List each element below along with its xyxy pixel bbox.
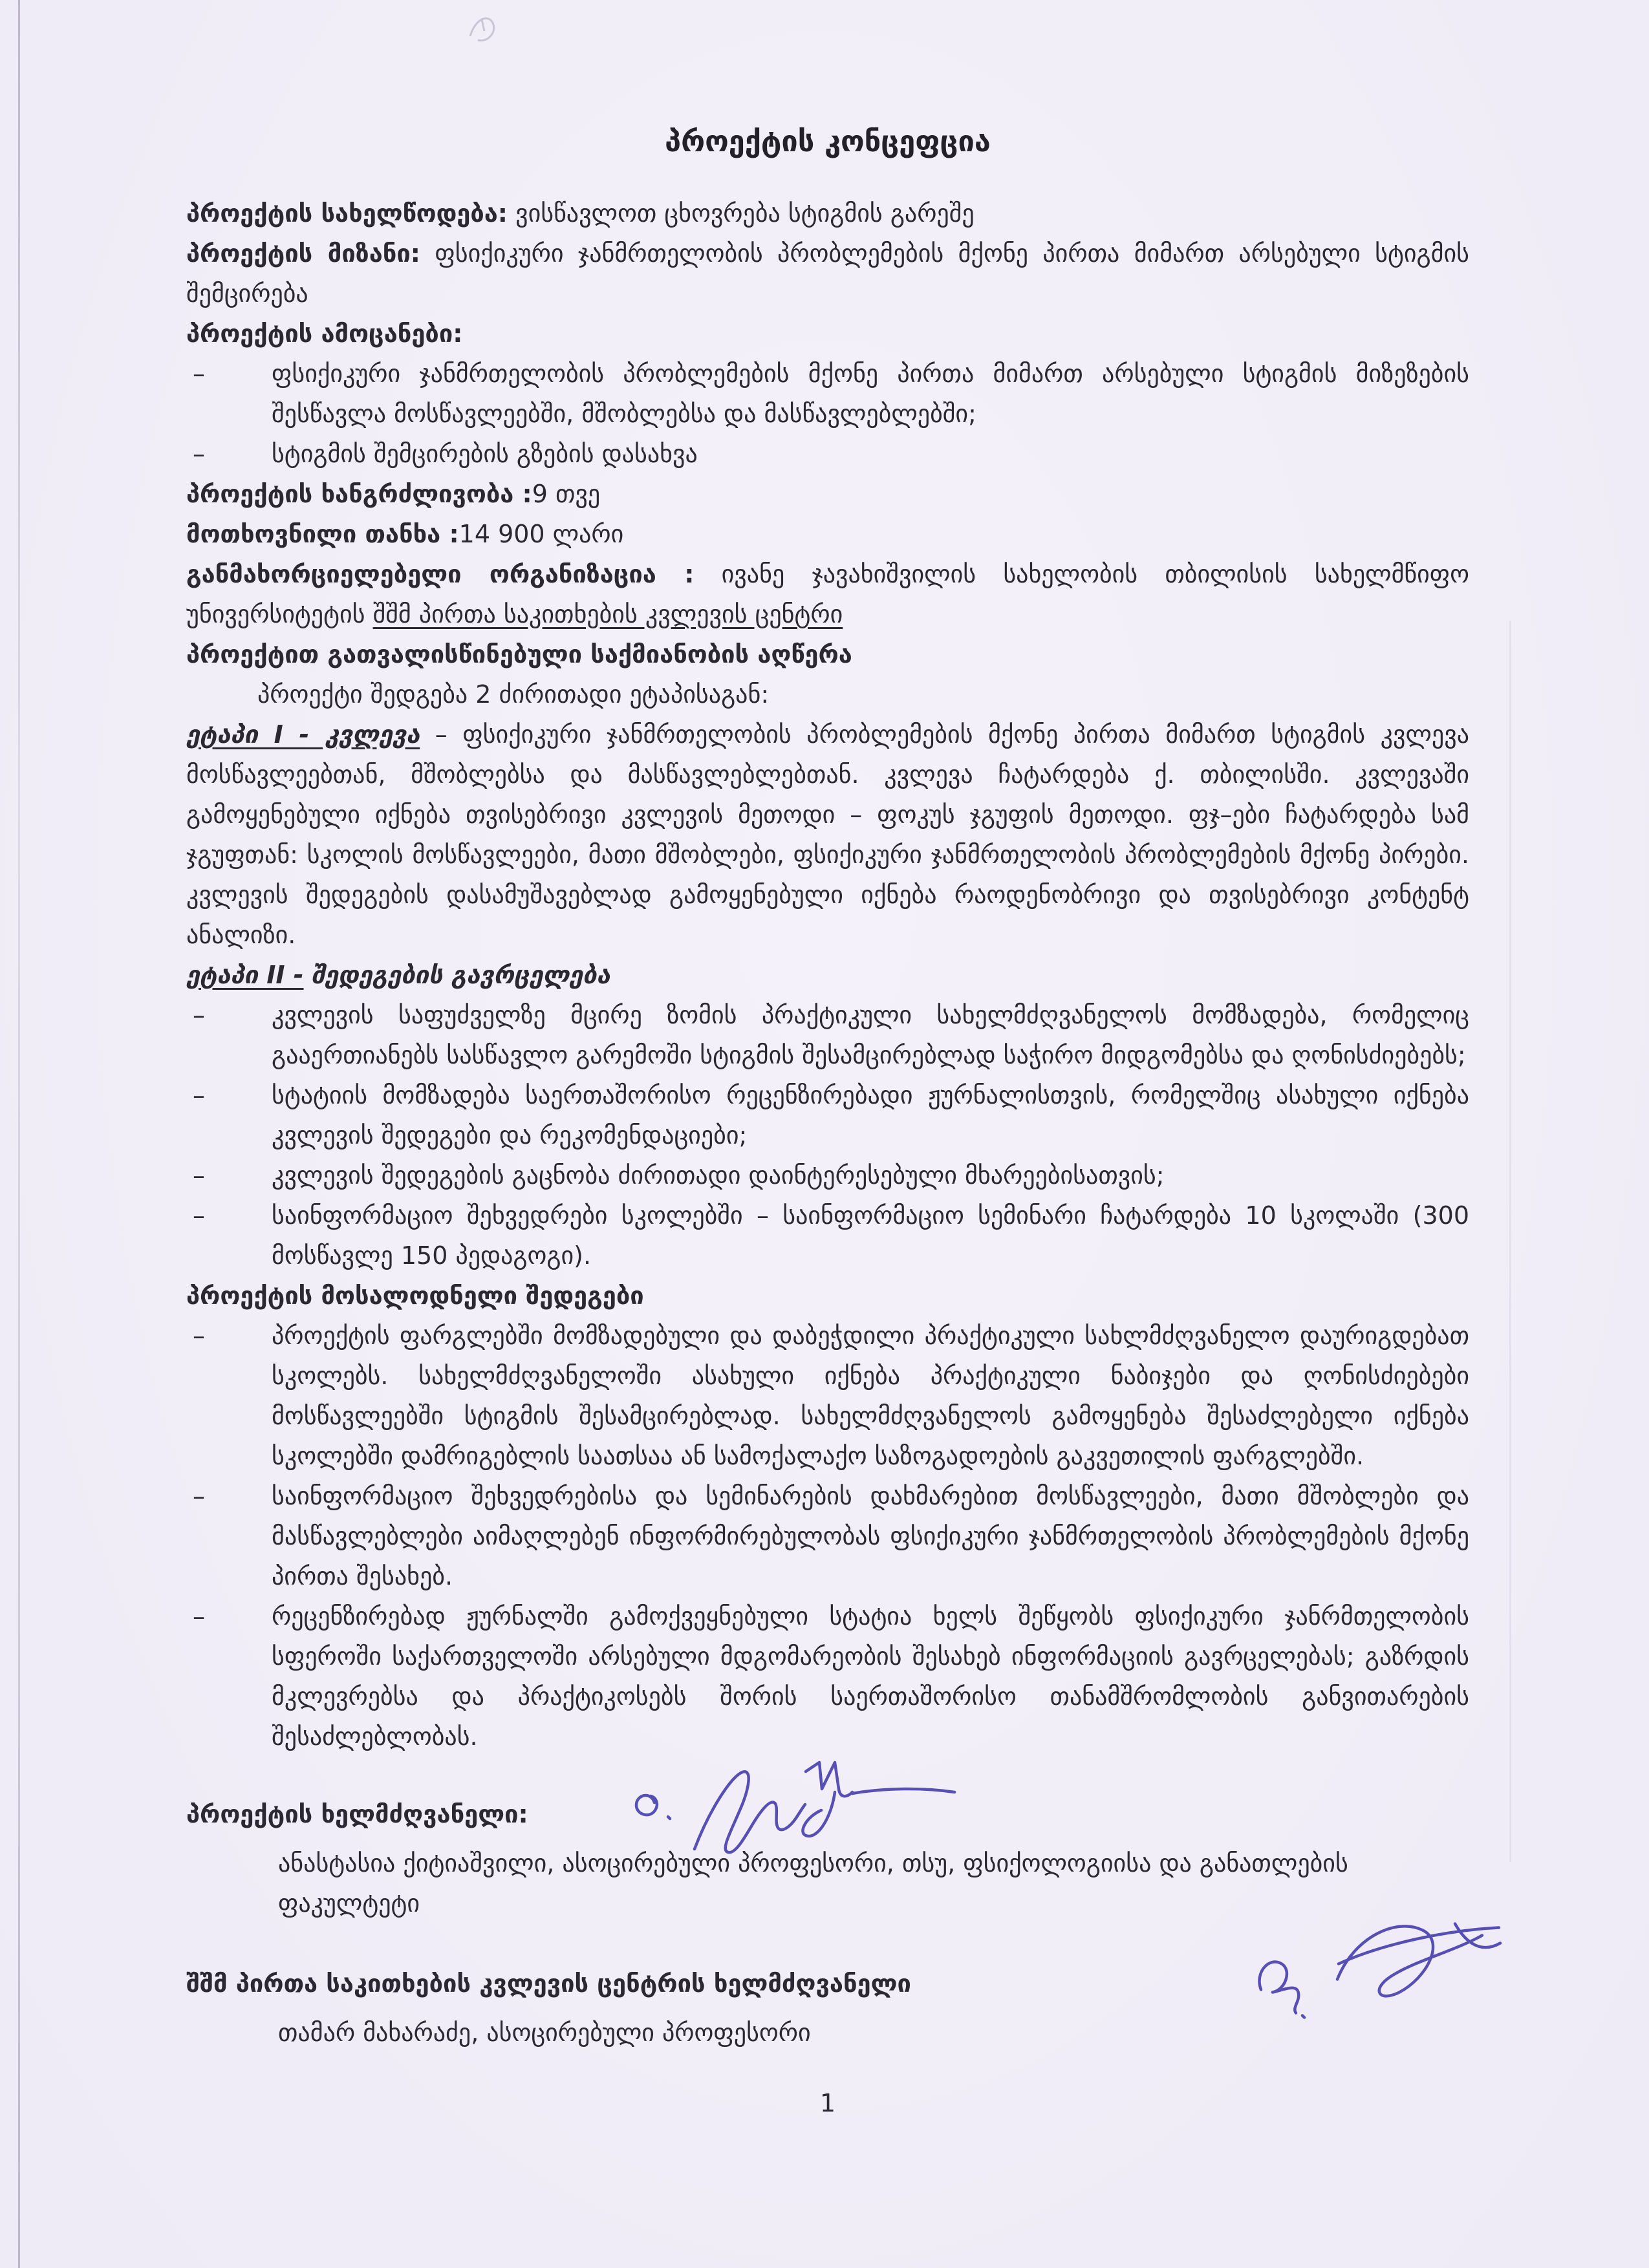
activity-heading: პროექტით გათვალისწინებული საქმიანობის აღწერა <box>186 640 852 669</box>
project-head-signature-row <box>186 1794 1469 1834</box>
stage2-label: ეტაპი II - <box>186 961 304 989</box>
page-title: პროექტის კონცეფცია <box>665 124 991 158</box>
organization-center-name: შშმ პირთა საკითხების კვლევის ცენტრი <box>372 600 843 628</box>
objective-text: სტიგმის შემცირების გზების დასახვა <box>272 440 698 468</box>
budget-label: მოთხოვნილი თანხა : <box>186 520 459 548</box>
objectives-heading: პროექტის ამოცანები: <box>186 319 463 348</box>
result-item-text: რეცენზირებად ჟურნალში გამოქვეყნებული სტატია ხელს შეწყობს ფსიქიკური ჯანრმთელობის სფეროში საქართველოში არსებული მდგომარეობის შესახებ ინფორმაციის გავრცელებას; გაზრდის მკლევრებსა და პრაქტიკოსებს შორის საერთაშორისო თანამშრომლობის განვითარების შესაძლებლობას. <box>272 1602 1469 1751</box>
project-name-label: პროექტის სახელწოდება: <box>186 199 508 228</box>
stage2-item-text: კვლევის შედეგების გაცნობა ძირითადი დაინტერესებული მხარეებისათვის; <box>272 1161 1165 1190</box>
center-head-signature-row <box>186 1963 1469 2004</box>
organization-value: ივანე ჯავახიშვილის სახელობის თბილისის სახელმწიფო უნივერსიტეტის <box>186 560 1469 628</box>
duration-label: პროექტის ხანგრძლივობა : <box>186 480 532 508</box>
result-item-text: პროექტის ფარგლებში მომზადებული და დაბეჭდილი პრაქტიკული სახლმძღვანელო დაურიგდებათ სკოლებს. სახელმძღვანელოში ასახული იქნება პრაქტიკული ნაბიჯები და ღონისძიებები მოსწავლეებში სტიგმის შესამცირებლად. სახელმძღვანელოს გამოყენება შესაძლებელი იქნება სკოლებში დამრიგებლის საათსაა ან სამოქალაქო საზოგადოების გაკვეთილის ფარგლებში. <box>272 1321 1469 1470</box>
project-goal-value: ფსიქიკური ჯანმრთელობის პრობლემების მქონე პირთა მიმართ არსებული სტიგმის შემცირება <box>186 239 1469 308</box>
budget-value: 14 900 ლარი <box>458 520 624 548</box>
dash-bullet: – <box>193 1482 205 1510</box>
field-project-name <box>186 193 1469 233</box>
dash-bullet: – <box>193 1001 205 1029</box>
stage2-item <box>186 1195 1469 1276</box>
organization-label: განმახორციელებელი ორგანიზაცია : <box>186 560 695 588</box>
stage2-heading <box>186 955 1469 995</box>
field-duration <box>186 474 1469 514</box>
field-budget <box>186 514 1469 554</box>
stage2-title: შედეგების გავრცელება <box>311 961 610 989</box>
dash-bullet: – <box>193 1602 205 1631</box>
stage2-item-text: კვლევის საფუძველზე მცირე ზომის პრაქტიკული სახელმძღვანელოს მომზადება, რომელიც გააერთიანებს სასწავლო გარემოში სტიგმის შესამცირებლად საჭირო მიდგომებსა და ღონისძიებებს; <box>272 1001 1469 1069</box>
field-project-goal <box>186 233 1469 314</box>
stages-intro: პროექტი შედგება 2 ძირითადი ეტაპისაგან: <box>257 680 770 709</box>
stage2-item <box>186 995 1469 1075</box>
dash-bullet: – <box>193 1161 205 1190</box>
project-goal-label: პროექტის მიზანი: <box>186 239 420 268</box>
result-item-text: საინფორმაციო შეხვედრებისა და სემინარების დახმარებით მოსწავლეები, მათი მშობლები და მასწავლებლები აიმაღლებენ ინფორმირებულობას ფსიქიკური ჯანმრთელობის პრობლემების მქონე პირთა შესახებ. <box>272 1482 1469 1590</box>
stage2-item <box>186 1155 1469 1195</box>
project-head-person: ანასტასია ქიტიაშვილი, ასოცირებული პროფესორი, თსუ, ფსიქოლოგიისა და განათლების ფაკულტეტი <box>278 1849 1348 1918</box>
result-item <box>186 1596 1469 1757</box>
project-head-label: პროექტის ხელმძღვანელი: <box>186 1800 528 1828</box>
stage2-item-text: სტატიის მომზადება საერთაშორისო რეცენზირებადი ჟურნალისთვის, რომელშიც ასახული იქნება კვლევის შედეგები და რეკომენდაციები; <box>272 1081 1469 1150</box>
results-heading: პროექტის მოსალოდნელი შედეგები <box>186 1281 644 1310</box>
stage2-item-text: საინფორმაციო შეხვედრები სკოლებში – საინფორმაციო სემინარი ჩატარდება 10 სკოლაში (300 მოსწავლე 150 პედაგოგი). <box>272 1201 1469 1270</box>
page-number: 1 <box>819 2089 836 2117</box>
dash-bullet: – <box>193 440 205 468</box>
project-name-value: ვისწავლოთ ცხოვრება სტიგმის გარეშე <box>515 199 975 228</box>
center-head-person: თამარ მახარაძე, ასოცირებული პროფესორი <box>278 2018 811 2047</box>
dash-bullet: – <box>193 1081 205 1109</box>
dash-bullet: – <box>193 1201 205 1230</box>
stage2-item <box>186 1075 1469 1155</box>
field-organization <box>186 554 1469 634</box>
stage1-label: ეტაპი I - კვლევა <box>186 720 420 749</box>
center-head-label: შშმ პირთა საკითხების კვლევის ცენტრის ხელმძღვანელი <box>186 1969 911 1998</box>
dash-bullet: – <box>193 359 205 388</box>
objective-item <box>186 434 1469 474</box>
objective-text: ფსიქიკური ჯანმრთელობის პრობლემების მქონე პირთა მიმართ არსებული სტიგმის მიზეზების შესწავლა მოსწავლეებში, მშობლებსა და მასწავლებლებში; <box>272 359 1469 428</box>
result-item <box>186 1316 1469 1476</box>
result-item <box>186 1476 1469 1596</box>
dash-bullet: – <box>193 1321 205 1350</box>
duration-value: 9 თვე <box>532 480 601 508</box>
objective-item <box>186 354 1469 434</box>
stage1-text: – ფსიქიკური ჯანმრთელობის პრობლემების მქონე პირთა მიმართ სტიგმის კვლევა მოსწავლეებთან, მშობლებსა და მასწავლებლებთან. კვლევა ჩატარდება ქ. თბილისში. კვლევაში გამოყენებული იქნება თვისებრივი კვლევის მეთოდი – ფოკუს ჯგუფის მეთოდი. ფჯ–ები ჩატარდება სამ ჯგუფთან: სკოლის მოსწავლეები, მათი მშობლები, ფსიქიკური ჯანმრთელობის პრობლემების მქონე პირები. კვლევის შედეგების დასამუშავებლად გამოყენებული იქნება რაოდენობრივი და თვისებრივი კონტენტ ანალიზი. <box>186 720 1469 949</box>
stage1-paragraph <box>186 714 1469 955</box>
